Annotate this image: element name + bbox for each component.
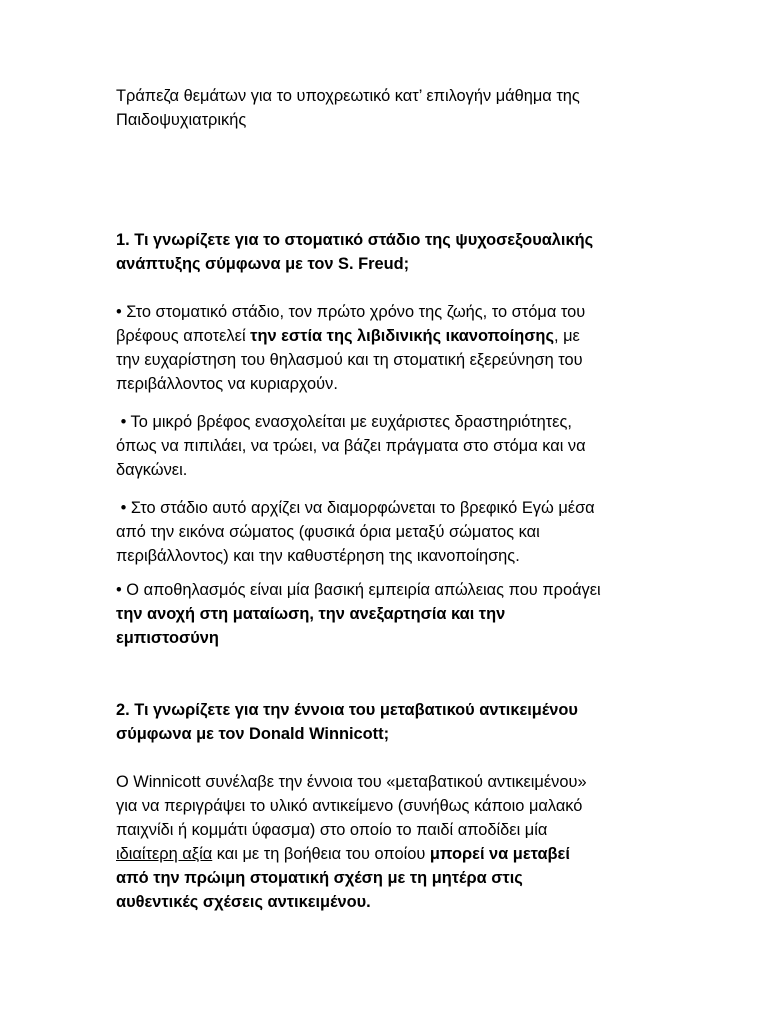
q2-p1-line-5-bold: από την πρώιμη στοματική σχέση με τη μητέρα στις xyxy=(116,869,523,887)
q2-paragraph xyxy=(116,770,658,914)
q1-b1-line-1: • Στο στοματικό στάδιο, τον πρώτο χρόνο της ζωής, το στόμα του xyxy=(116,303,586,321)
q1-b3-line-1: • Στο στάδιο αυτό αρχίζει να διαμορφώνεται το βρεφικό Εγώ μέσα xyxy=(116,499,595,517)
question-2-heading xyxy=(116,698,658,746)
document-title xyxy=(116,84,658,132)
title-line-1: Τράπεζα θεμάτων για το υποχρεωτικό κατ’ επιλογήν μάθημα της xyxy=(116,87,580,105)
q1-b1-line-4: περιβάλλοντος να κυριαρχούν. xyxy=(116,375,338,393)
question-1-line-2: ανάπτυξης σύμφωνα με τον S. Freud; xyxy=(116,255,410,273)
question-1-heading xyxy=(116,228,658,276)
q1-bullet-1 xyxy=(116,300,658,396)
q1-bullet-4 xyxy=(116,578,658,650)
q1-b1-line-2-pre: βρέφους αποτελεί xyxy=(116,327,251,345)
title-line-2: Παιδοψυχιατρικής xyxy=(116,111,247,129)
q1-b1-line-2-post: , με xyxy=(553,327,580,345)
q2-p1-line-4-mid: και με τη βοήθεια του οποίου xyxy=(212,845,430,863)
q1-b2-line-1: • Το μικρό βρέφος ενασχολείται με ευχάριστες δραστηριότητες, xyxy=(116,413,572,431)
q1-b2-line-2: όπως να πιπιλάει, να τρώει, να βάζει πράγματα στο στόμα και να xyxy=(116,437,586,455)
q2-p1-line-3: παιχνίδι ή κομμάτι ύφασμα) στο οποίο το παιδί αποδίδει μία xyxy=(116,821,548,839)
q1-b4-line-2-bold: την ανοχή στη ματαίωση, την ανεξαρτησία και την xyxy=(116,605,506,623)
question-2-line-2: σύμφωνα με τον Donald Winnicott; xyxy=(116,725,390,743)
q2-p1-line-6-bold: αυθεντικές σχέσεις αντικειμένου. xyxy=(116,893,371,911)
q1-bullet-3 xyxy=(116,496,658,568)
q2-p1-line-2: για να περιγράψει το υλικό αντικείμενο (συνήθως κάποιο μαλακό xyxy=(116,797,583,815)
q2-p1-line-1: Ο Winnicott συνέλαβε την έννοια του «μεταβατικού αντικειμένου» xyxy=(116,773,587,791)
q1-bullet-2 xyxy=(116,410,658,482)
q2-p1-line-4-bold: μπορεί να μεταβεί xyxy=(429,845,570,863)
q1-b2-line-3: δαγκώνει. xyxy=(116,461,188,479)
q2-p1-underlined-phrase: ιδιαίτερη αξία xyxy=(116,845,213,863)
q1-b4-line-3-bold: εμπιστοσύνη xyxy=(116,629,219,647)
q1-b3-line-3: περιβάλλοντος) και την καθυστέρηση της ικανοποίησης. xyxy=(116,547,520,565)
q1-b1-line-3: την ευχαρίστηση του θηλασμού και τη στοματική εξερεύνηση του xyxy=(116,351,583,369)
question-1-line-1: 1. Τι γνωρίζετε για το στοματικό στάδιο της ψυχοσεξουαλικής xyxy=(116,231,594,249)
q1-b4-line-1: • Ο αποθηλασμός είναι μία βασική εμπειρία απώλειας που προάγει xyxy=(116,581,601,599)
q1-b3-line-2: από την εικόνα σώματος (φυσικά όρια μεταξύ σώματος και xyxy=(116,523,540,541)
question-2-line-1: 2. Τι γνωρίζετε για την έννοια του μεταβατικού αντικειμένου xyxy=(116,701,578,719)
q1-b1-line-2-bold: την εστία της λιβιδινικής ικανοποίησης xyxy=(250,327,554,345)
